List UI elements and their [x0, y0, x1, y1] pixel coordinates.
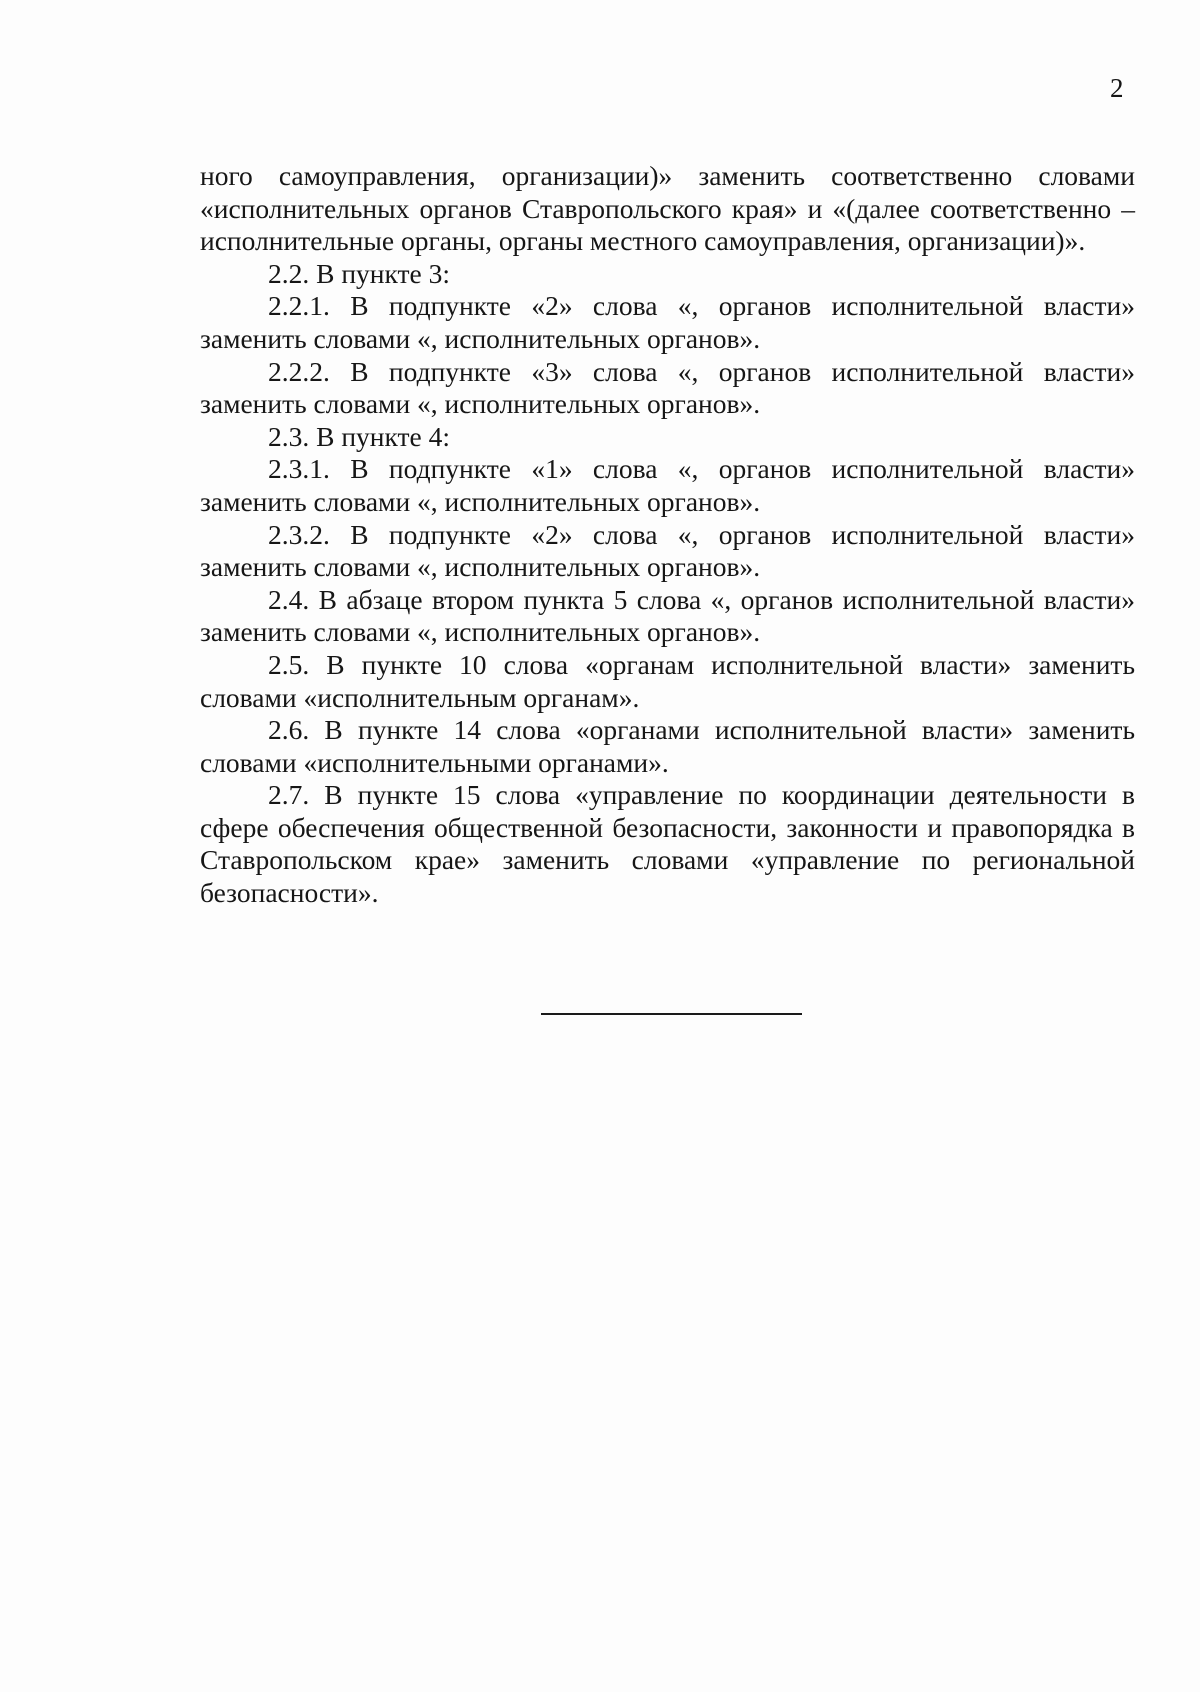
page-number: 2	[1110, 73, 1124, 103]
paragraph-2-2-1: 2.2.1. В подпункте «2» слова «, органов исполнительной власти» заменить словами «, исполнительных органов».	[200, 290, 1135, 354]
document-body	[200, 160, 1135, 910]
paragraph-2-7: 2.7. В пункте 15 слова «управление по координации деятельности в сфере обеспечения общественной безопасности, законности и правопорядка в Ставропольском крае» заменить словами «управление по региональной безопасности».	[200, 779, 1135, 909]
paragraph-2-3: 2.3. В пункте 4:	[268, 420, 451, 452]
paragraph-2-6: 2.6. В пункте 14 слова «органами исполнительной власти» заменить словами «исполнительными органами».	[200, 714, 1135, 778]
paragraph-2-4: 2.4. В абзаце втором пункта 5 слова «, органов исполнительной власти» заменить словами «, исполнительных органов».	[200, 583, 1135, 648]
paragraph-2-2-2: 2.2.2. В подпункте «3» слова «, органов исполнительной власти» заменить словами «, исполнительных органов».	[200, 355, 1135, 420]
paragraph-2-3-1: 2.3.1. В подпункте «1» слова «, органов исполнительной власти» заменить словами «, исполнительных органов».	[200, 453, 1135, 517]
paragraph-2-5: 2.5. В пункте 10 слова «органам исполнительной власти» заменить словами «исполнительным органам».	[200, 648, 1135, 713]
paragraph-2-3-2: 2.3.2. В подпункте «2» слова «, органов исполнительной власти» заменить словами «, исполнительных органов».	[200, 518, 1135, 583]
paragraph-2-2: 2.2. В пункте 3:	[268, 257, 451, 289]
end-of-document-rule	[541, 1013, 802, 1015]
paragraph-continuation: ного самоуправления, организации)» заменить соответственно словами «исполнительных органов Ставропольского края» и «(далее соответственно – исполнительные органы, органы местного самоуправления, организации)».	[200, 160, 1135, 257]
